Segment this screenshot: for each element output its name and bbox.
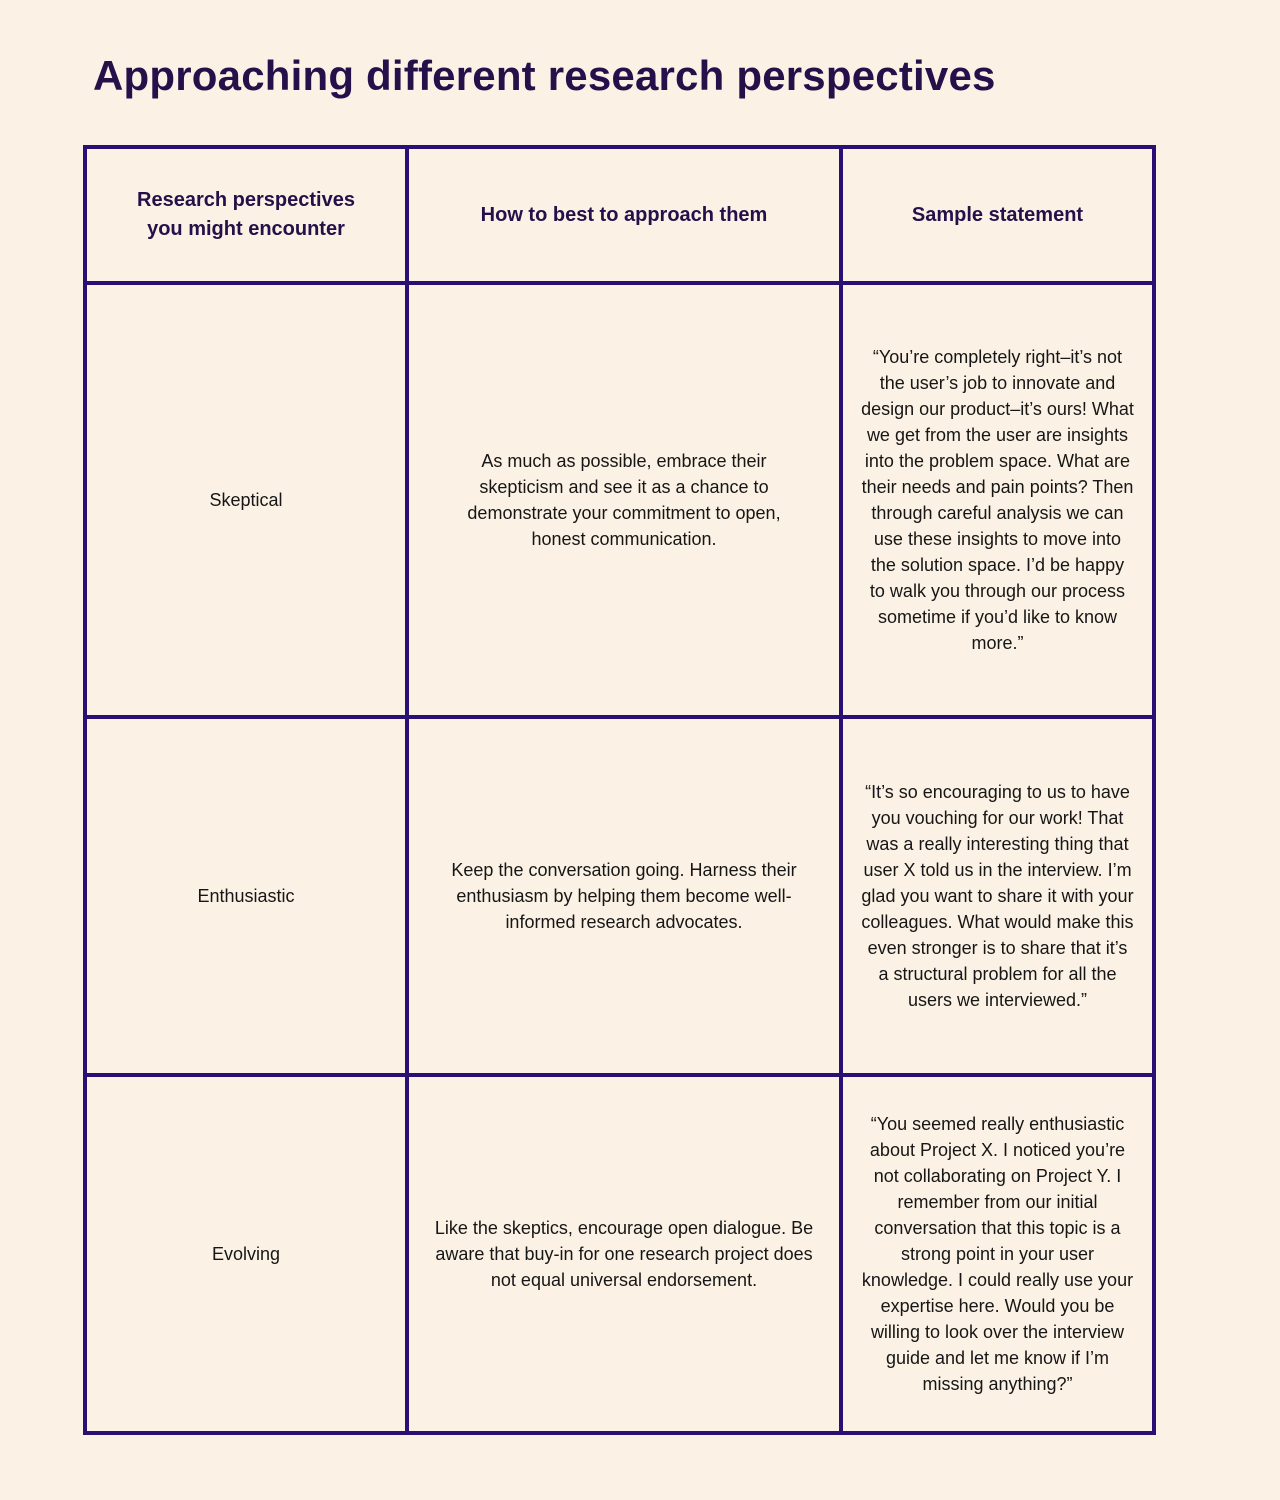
approach-cell: As much as possible, embrace their skepticism and see it as a chance to demonstrate your commitment to open, honest communication. bbox=[407, 283, 841, 717]
header-sample-statement: Sample statement bbox=[841, 147, 1154, 283]
perspective-cell: Skeptical bbox=[85, 283, 407, 717]
header-perspectives: Research perspectives you might encounter bbox=[85, 147, 407, 283]
approach-cell: Keep the conversation going. Harness their enthusiasm by helping them become well-informed research advocates. bbox=[407, 717, 841, 1075]
perspective-cell: Enthusiastic bbox=[85, 717, 407, 1075]
table-row bbox=[85, 1075, 1154, 1433]
table-header-row bbox=[85, 147, 1154, 283]
header-approach: How to best to approach them bbox=[407, 147, 841, 283]
statement-cell: “You seemed really enthusiastic about Project X. I noticed you’re not collaborating on Project Y. I remember from our initial conversation that this topic is a strong point in your user knowledge. I could really use your expertise here. Would you be willing to look over the interview guide and let me know if I’m missing anything?” bbox=[841, 1075, 1154, 1433]
statement-cell: “You’re completely right–it’s not the user’s job to innovate and design our product–it’s ours! What we get from the user are insights into the problem space. What are their needs and pain points? Then through careful analysis we can use these insights to move into the solution space. I’d be happy to walk you through our process sometime if you’d like to know more.” bbox=[841, 283, 1154, 717]
table-row bbox=[85, 717, 1154, 1075]
approach-cell: Like the skeptics, encourage open dialogue. Be aware that buy-in for one research project does not equal universal endorsement. bbox=[407, 1075, 841, 1433]
statement-cell: “It’s so encouraging to us to have you vouching for our work! That was a really interesting thing that user X told us in the interview. I’m glad you want to share it with your colleagues. What would make this even stronger is to share that it’s a structural problem for all the users we interviewed.” bbox=[841, 717, 1154, 1075]
perspective-cell: Evolving bbox=[85, 1075, 407, 1433]
table-row bbox=[85, 283, 1154, 717]
perspectives-table bbox=[83, 145, 1156, 1435]
page-title: Approaching different research perspectives bbox=[93, 52, 996, 99]
